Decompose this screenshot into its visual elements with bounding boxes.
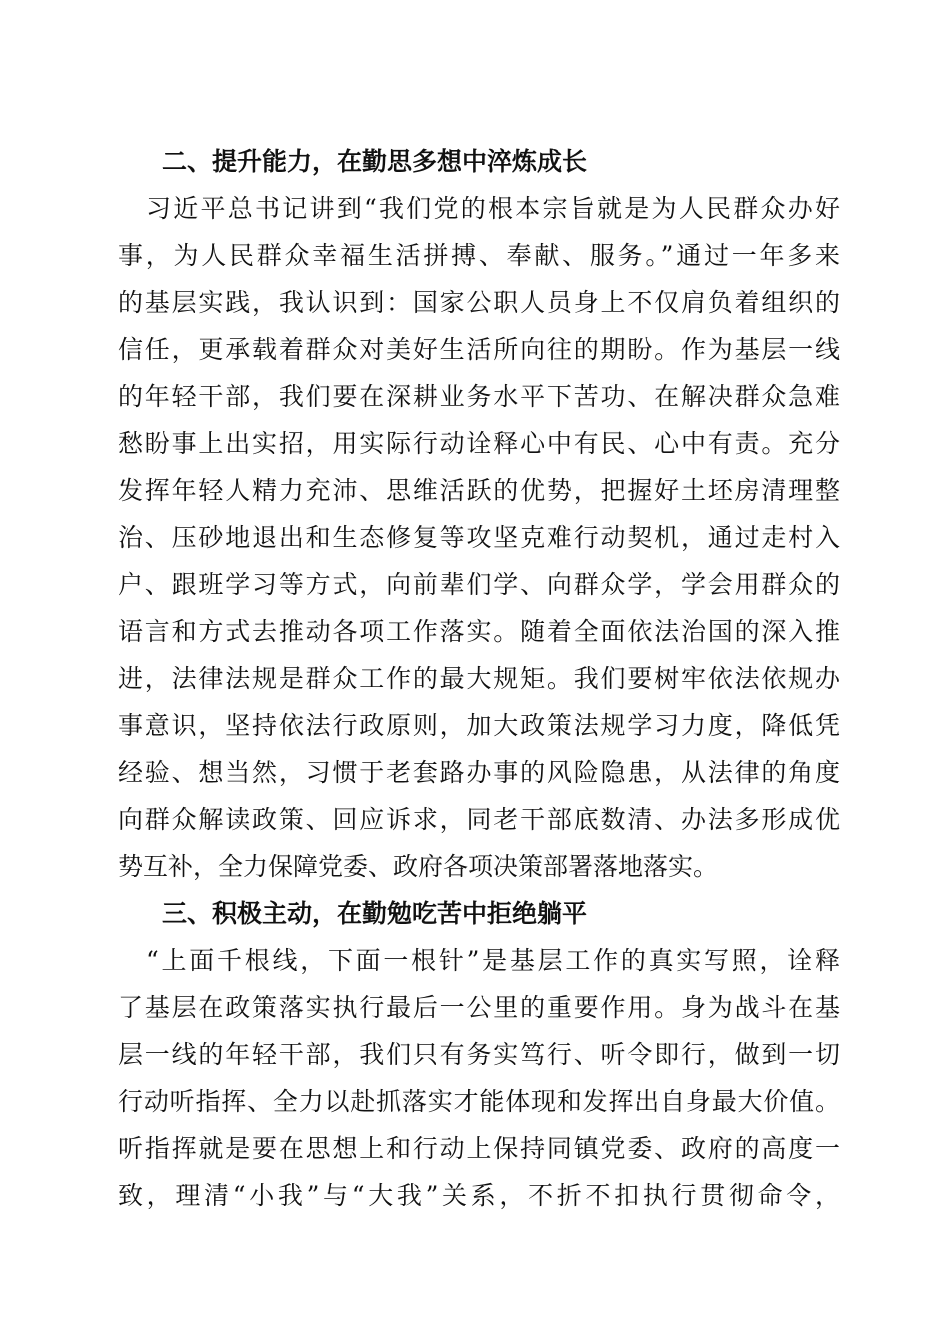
paragraph-line: 事，为人民群众幸福生活拼搏、奉献、服务。”通过一年多来 xyxy=(118,241,840,270)
paragraph-line: 的基层实践，我认识到：国家公职人员身上不仅肩负着组织的 xyxy=(118,288,840,317)
paragraph-line: “上面千根线，下面一根针”是基层工作的真实写照，诠释 xyxy=(146,946,840,975)
paragraph-line: 致，理清“小我”与“大我”关系，不折不扣执行贯彻命令， xyxy=(118,1181,840,1210)
paragraph-line: 经验、想当然，习惯于老套路办事的风险隐患，从法律的角度 xyxy=(118,758,840,787)
paragraph-line: 语言和方式去推动各项工作落实。随着全面依法治国的深入推 xyxy=(118,617,840,646)
paragraph-line: 进，法律法规是群众工作的最大规矩。我们要树牢依法依规办 xyxy=(118,664,840,693)
paragraph-line: 信任，更承载着群众对美好生活所向往的期盼。作为基层一线 xyxy=(118,335,840,364)
paragraph-line: 行动听指挥、全力以赴抓落实才能体现和发挥出自身最大价值。 xyxy=(118,1087,840,1116)
paragraph-line: 治、压砂地退出和生态修复等攻坚克难行动契机，通过走村入 xyxy=(118,523,840,552)
document-body xyxy=(118,138,840,1219)
paragraph-line: 事意识，坚持依法行政原则，加大政策法规学习力度，降低凭 xyxy=(118,711,840,740)
paragraph-line: 发挥年轻人精力充沛、思维活跃的优势，把握好土坯房清理整 xyxy=(118,476,840,505)
paragraph-line: 了基层在政策落实执行最后一公里的重要作用。身为战斗在基 xyxy=(118,993,840,1022)
paragraph-line: 势互补，全力保障党委、政府各项决策部署落地落实。 xyxy=(118,852,719,881)
paragraph-line: 习近平总书记讲到“我们党的根本宗旨就是为人民群众办好 xyxy=(146,194,840,223)
paragraph-line: 的年轻干部，我们要在深耕业务水平下苦功、在解决群众急难 xyxy=(118,382,840,411)
paragraph-line: 向群众解读政策、回应诉求，同老干部底数清、办法多形成优 xyxy=(118,805,840,834)
paragraph-line: 听指挥就是要在思想上和行动上保持同镇党委、政府的高度一 xyxy=(118,1134,840,1163)
paragraph-line: 户、跟班学习等方式，向前辈们学、向群众学，学会用群众的 xyxy=(118,570,840,599)
section-heading-3: 三、积极主动，在勤勉吃苦中拒绝躺平 xyxy=(162,899,588,928)
section-heading-2: 二、提升能力，在勤思多想中淬炼成长 xyxy=(162,147,588,176)
paragraph-line: 层一线的年轻干部，我们只有务实笃行、听令即行，做到一切 xyxy=(118,1040,840,1069)
section-3-paragraph xyxy=(118,937,840,1219)
section-2-paragraph xyxy=(118,185,840,890)
paragraph-line: 愁盼事上出实招，用实际行动诠释心中有民、心中有责。充分 xyxy=(118,429,840,458)
